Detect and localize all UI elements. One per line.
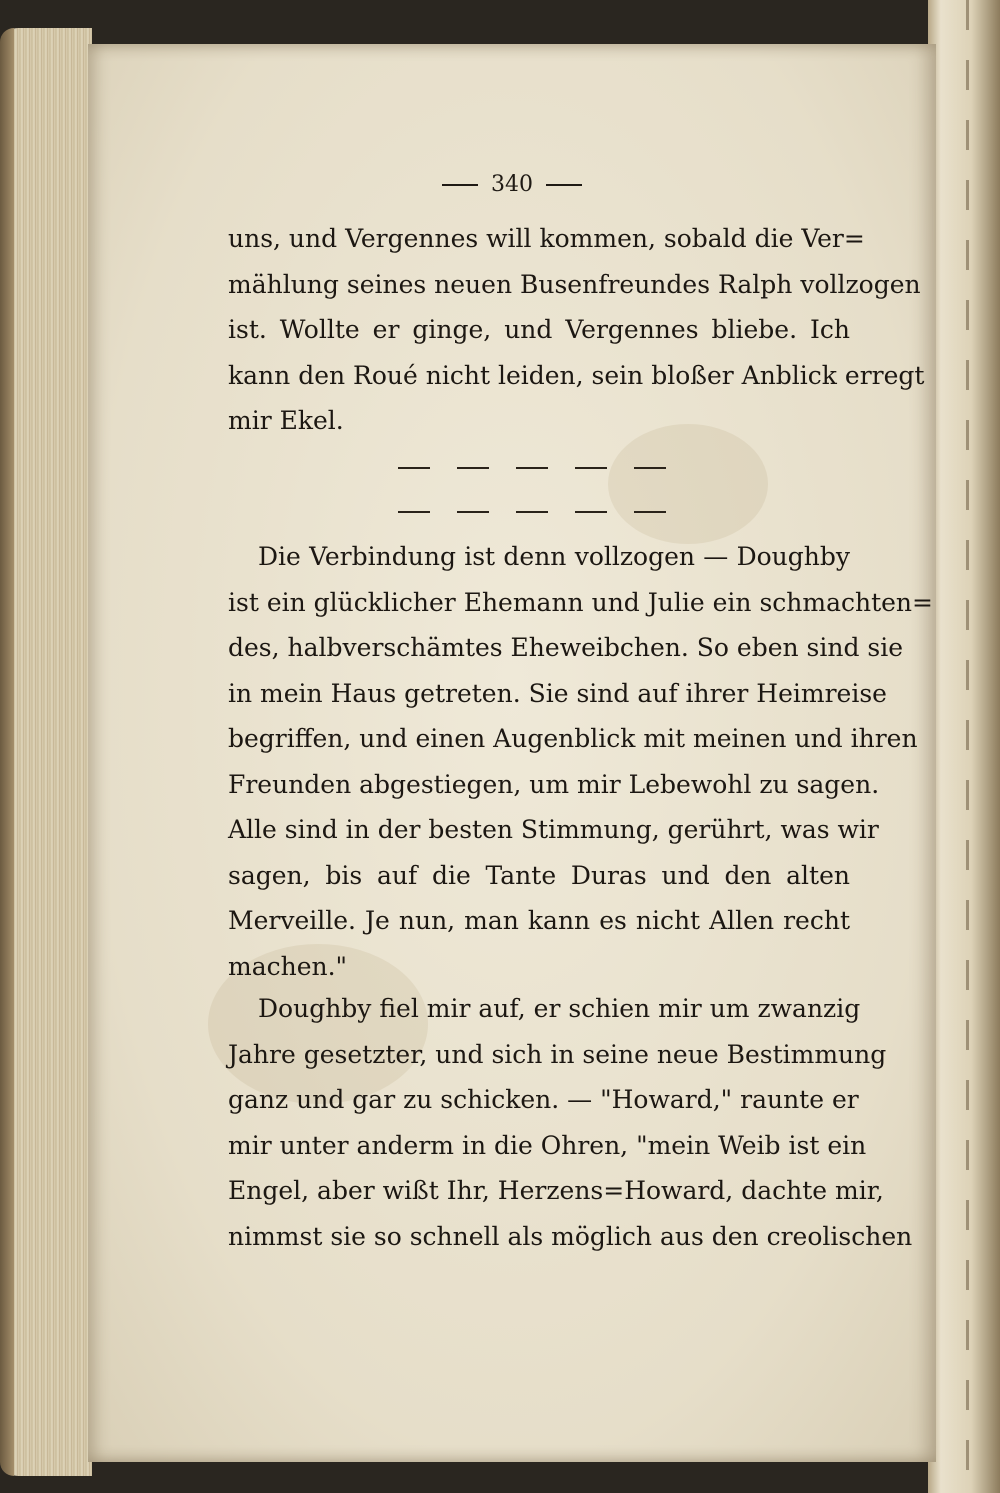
paragraph-2 [228, 534, 933, 989]
divider-dash [575, 511, 607, 513]
page-number: 340 [491, 172, 533, 197]
text-line: Alle sind in der besten Stimmung, gerührt, was wir [228, 815, 879, 844]
book-page [88, 44, 936, 1462]
divider-dash [398, 511, 430, 513]
text-line: des, halbverschämtes Eheweibchen. So eben sind sie [228, 633, 904, 662]
section-divider-1 [398, 467, 666, 469]
header-ornament-left [442, 184, 478, 186]
text-line: nimmst sie so schnell als möglich aus den creolischen [228, 1221, 913, 1251]
book-binding [928, 0, 1000, 1493]
paragraph-3 [228, 986, 913, 1259]
text-line: mir Ekel. [228, 406, 344, 435]
divider-dash [457, 511, 489, 513]
divider-dash [457, 467, 489, 469]
text-line: uns, und Vergennes will kommen, sobald die Ver= [228, 224, 865, 253]
text-line: mählung seines neuen Busenfreundes Ralph vollzogen [228, 269, 921, 299]
divider-dash [516, 467, 548, 469]
text-line: Doughby fiel mir auf, er schien mir um zwanzig [258, 994, 861, 1023]
text-line: in mein Haus getreten. Sie sind auf ihrer Heimreise [228, 678, 887, 708]
text-line: Jahre gesetzter, und sich in seine neue Bestimmung [228, 1039, 887, 1069]
section-divider-2 [398, 511, 666, 513]
text-line: Die Verbindung ist denn vollzogen — Doughby [258, 542, 850, 571]
text-line: kann den Roué nicht leiden, sein bloßer Anblick erregt [228, 360, 925, 390]
text-line: Engel, aber wißt Ihr, Herzens=Howard, dachte mir, [228, 1176, 884, 1205]
divider-dash [634, 467, 666, 469]
text-line: ist. Wollte er ginge, und Vergennes bliebe. Ich [228, 315, 850, 344]
text-line: Freunden abgestiegen, um mir Lebewohl zu sagen. [228, 769, 880, 799]
divider-dash [516, 511, 548, 513]
text-line: Merveille. Je nun, man kann es nicht Allen recht [228, 906, 850, 935]
text-line: ganz und gar zu schicken. — "Howard," raunte er [228, 1085, 859, 1114]
text-line: ist ein glücklicher Ehemann und Julie ein schmachten= [228, 587, 933, 617]
header-ornament-right [546, 184, 582, 186]
divider-dash [575, 467, 607, 469]
divider-dash [634, 511, 666, 513]
text-line: sagen, bis auf die Tante Duras und den alten [228, 860, 850, 890]
page-header [88, 172, 936, 197]
divider-dash [398, 467, 430, 469]
book-page-edges [0, 28, 92, 1476]
paragraph-1 [228, 216, 925, 444]
text-line: machen." [228, 951, 348, 981]
text-line: mir unter anderm in die Ohren, "mein Weib ist ein [228, 1130, 867, 1160]
text-line: begriffen, und einen Augenblick mit meinen und ihren [228, 724, 918, 753]
